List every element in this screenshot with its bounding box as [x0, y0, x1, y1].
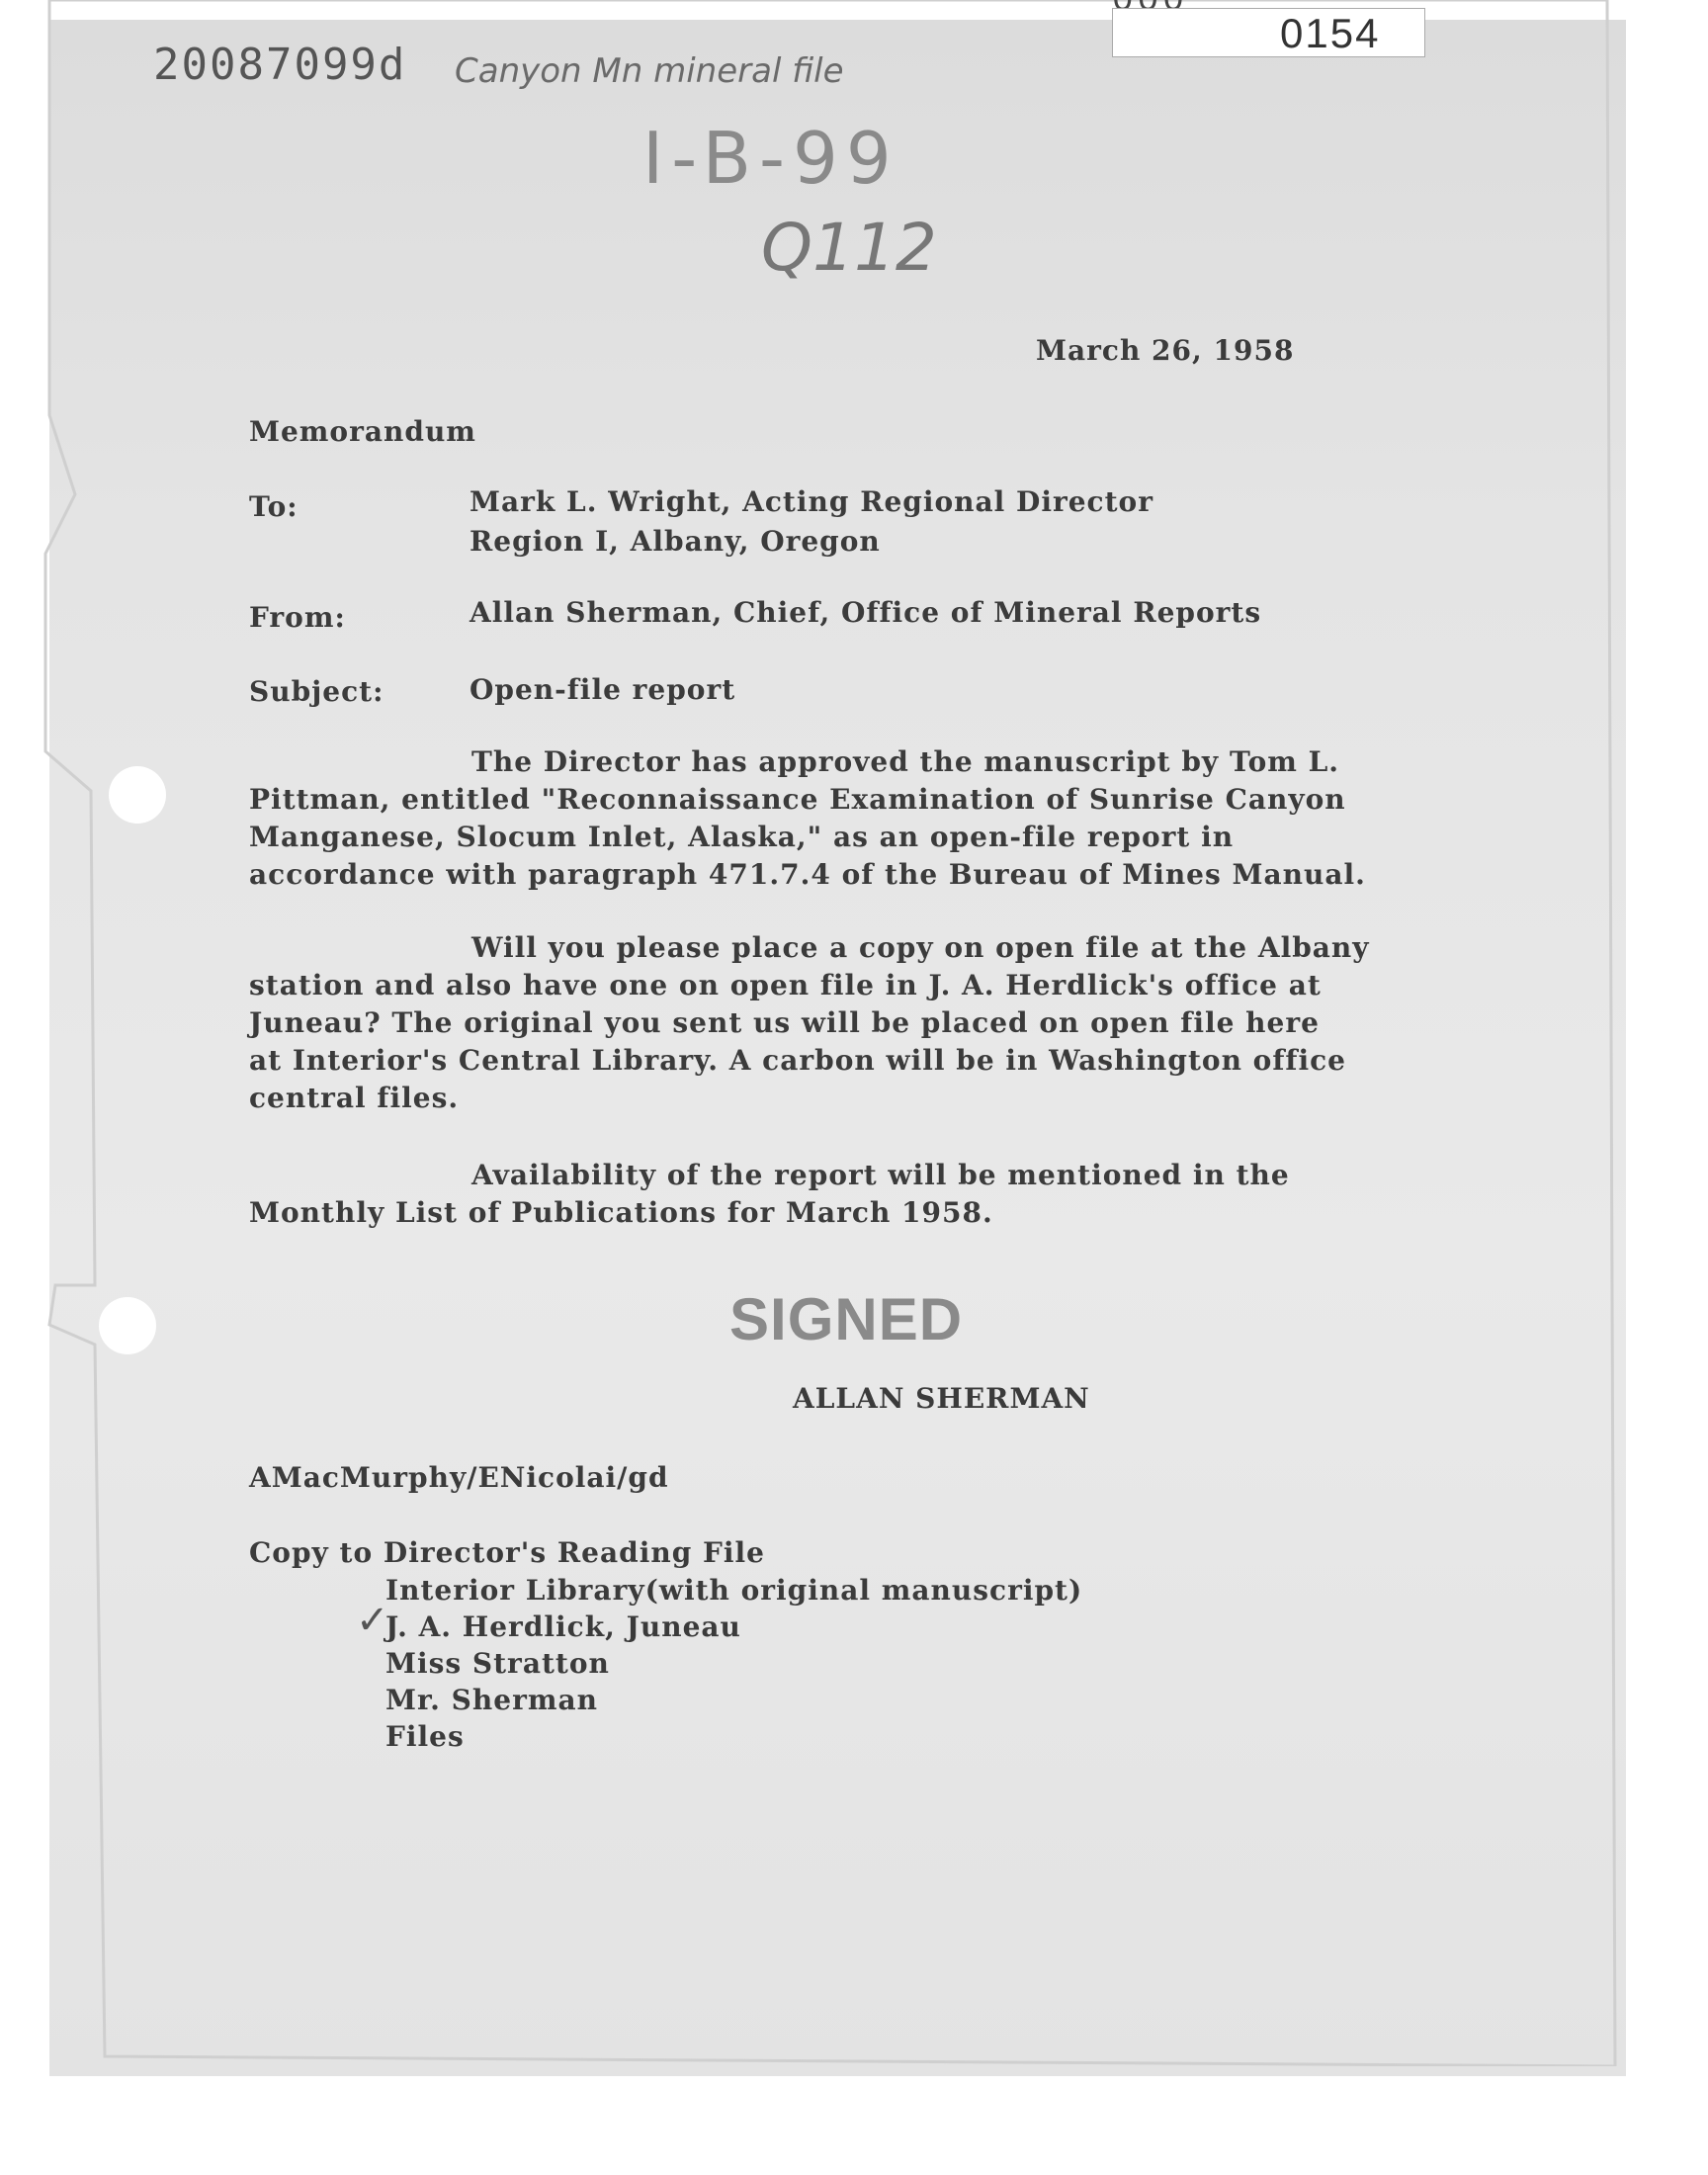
paragraph-line: Availability of the report will be mentioned in the [471, 1159, 1290, 1191]
to-label: To: [249, 490, 299, 523]
body-paragraph-3 [249, 1157, 1290, 1232]
paragraph-line: at Interior's Central Library. A carbon will be in Washington office [249, 1044, 1346, 1077]
handwritten-code-2: Q112 [761, 210, 937, 286]
subject-value: Open-file report [470, 673, 736, 706]
punch-hole-lower [99, 1297, 156, 1354]
signed-stamp: SIGNED [729, 1286, 964, 1352]
copy-recipient: Mr. Sherman [385, 1684, 598, 1716]
handwritten-file-note: Canyon Mn mineral file [455, 51, 844, 91]
file-number-stamp: 20087099d [153, 40, 407, 90]
from-sender: Allan Sherman, Chief, Office of Mineral Reports [470, 596, 1262, 629]
body-paragraph-1 [249, 743, 1366, 894]
paragraph-line: The Director has approved the manuscript by Tom L. [471, 745, 1340, 778]
paragraph-line: Monthly List of Publications for March 1958. [249, 1196, 993, 1229]
body-paragraph-2 [249, 929, 1370, 1117]
copy-recipient: Files [385, 1720, 465, 1753]
scan-bottom-margin [0, 2096, 1708, 2175]
paragraph-line: Manganese, Slocum Inlet, Alaska," as an open-file report in [249, 821, 1235, 853]
copy-recipient: Interior Library(with original manuscript) [385, 1574, 1083, 1607]
paragraph-line: Pittman, entitled "Reconnaissance Examination of Sunrise Canyon [249, 783, 1346, 816]
paragraph-line: accordance with paragraph 471.7.4 of the Bureau of Mines Manual. [249, 858, 1366, 891]
from-label: From: [249, 601, 346, 634]
page-number-stamp: 0154 [1280, 10, 1381, 56]
copy-to-heading: Copy to Director's Reading File [249, 1536, 765, 1569]
handwritten-code-1: I-B-99 [642, 117, 899, 200]
copy-recipient: J. A. Herdlick, Juneau [385, 1610, 741, 1643]
to-location: Region I, Albany, Oregon [470, 525, 881, 558]
typist-initials: AMacMurphy/ENicolai/gd [249, 1461, 669, 1494]
copy-recipient: Miss Stratton [385, 1647, 610, 1680]
paragraph-line: station and also have one on open file in J. A. Herdlick's office at [249, 969, 1322, 1001]
punch-hole-upper [109, 766, 166, 824]
paragraph-line: Juneau? The original you sent us will be placed on open file here [249, 1006, 1320, 1039]
memo-date: March 26, 1958 [1036, 334, 1295, 367]
paragraph-line: Will you please place a copy on open file at the Albany [471, 931, 1370, 964]
to-recipient: Mark L. Wright, Acting Regional Director [470, 485, 1153, 518]
signer-name: ALLAN SHERMAN [793, 1382, 1090, 1415]
copy-list [385, 1572, 1082, 1755]
check-mark-icon: ✓ [356, 1598, 389, 1643]
subject-label: Subject: [249, 675, 384, 708]
paragraph-line: central files. [249, 1082, 460, 1114]
memo-type: Memorandum [249, 415, 476, 448]
